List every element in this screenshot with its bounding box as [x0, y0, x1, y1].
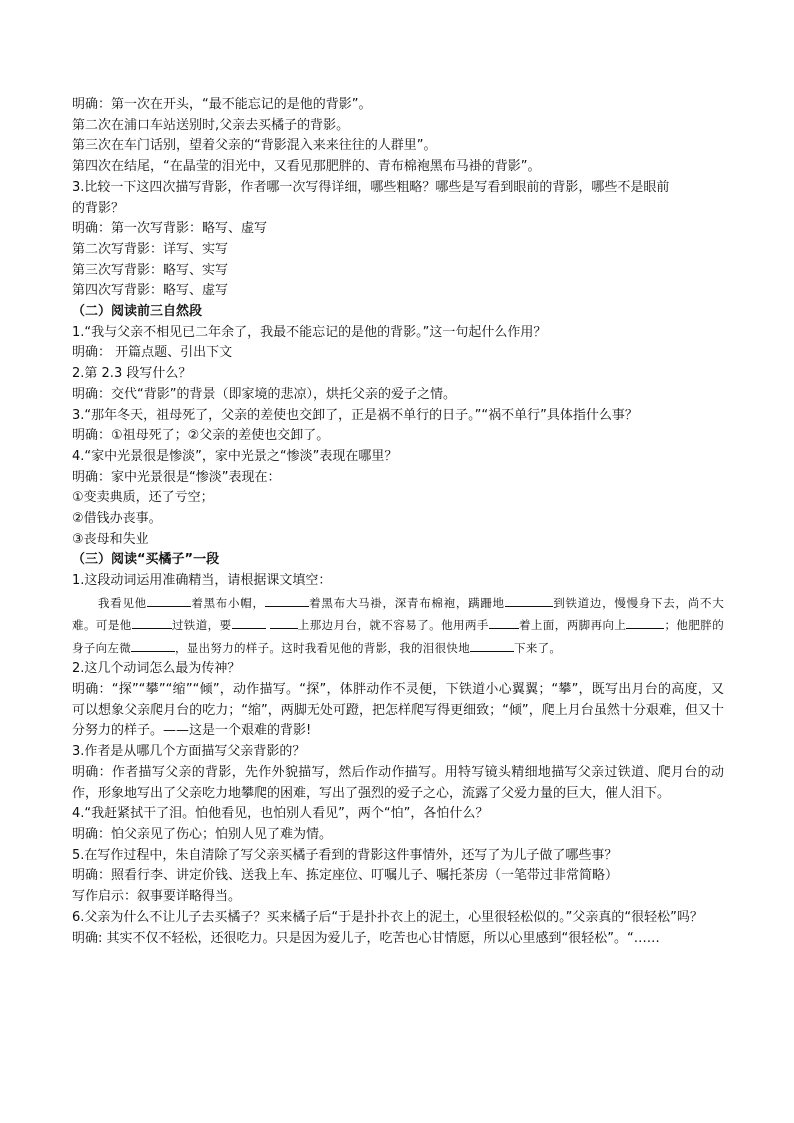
question-line: 的背影？: [72, 200, 125, 216]
fill-in-passage: [72, 592, 724, 660]
blank-field[interactable]: [131, 638, 175, 652]
passage-text: 着黑布小帽，: [190, 595, 265, 610]
blank-field[interactable]: [626, 615, 664, 629]
passage-text: 着上: [518, 618, 543, 633]
passage-text: 身下去，尚不大难。可是他: [72, 595, 724, 633]
passage-text: 着黑布大马褂，深青布棉袍，蹒跚地: [308, 595, 505, 610]
text-line: 明确：家中光景很是“惨淡”表现在：: [72, 469, 281, 485]
text-line: 5.在写作过程中，朱自清除了写父亲买橘子看到的背影这件事情外，还写了为儿子做了哪些事？: [72, 847, 618, 863]
text-line: 4.“我赶紧拭干了泪。怕他看见，也怕别人看见”，两个“怕”，各怕什么？: [72, 806, 489, 822]
text-line: ②借钱办丧事。: [72, 511, 162, 527]
text-line: 明确： 开篇点题、引出下文: [72, 345, 233, 361]
text-line: 明确：①祖母死了；②父亲的差使也交卸了。: [72, 428, 330, 444]
passage-text: ，显出努力的样子。这时我看见他的背影，我的泪很: [175, 640, 447, 655]
passage-text: ；他肥胖的身子向左微: [72, 618, 724, 655]
text-line: 明确：交代“背影”的背景（即家境的悲凉），烘托父亲的爱子之情。: [72, 386, 456, 402]
question-line: 3.作者是从哪几个方面描写父亲背影的？: [72, 744, 306, 760]
blank-field[interactable]: [147, 593, 191, 607]
text-line: 1.“我与父亲不相见已二年余了，我最不能忘记的是他的背影。”这一句起什么作用？: [72, 324, 547, 340]
passage-text: 过铁道，要: [171, 618, 232, 633]
blank-field[interactable]: [470, 638, 514, 652]
text-line: 写作启示：叙事要详略得当。: [72, 889, 242, 905]
text-line: 2.第 2.3 段写什么？: [72, 366, 192, 382]
passage-text: 我看见他: [98, 595, 147, 610]
document-page: [72, 95, 724, 949]
answer-paragraph: 明确：作者描写父亲的背影，先作外貌描写，然后作动作描写。用特写镜头精细地描写父亲过铁道、爬月台的动作，形象地写出了父亲吃力地攀爬的困难，写出了强烈的爱子之心，流露了父爱力量的巨大，催人泪下。: [72, 764, 724, 801]
text-line: 明确：第一次写背影：略写、虚写: [72, 221, 268, 237]
passage-text: 下来了。: [514, 640, 562, 655]
answer-paragraph: 明确：“探”“攀”“缩”“倾”，动作描写。“探”，体胖动作不灵便，下铁道小心翼翼；“攀”，既写出月台的高度，又可以想象父亲爬月台的吃力；“缩”，两脚无处可蹬，把怎样爬写得更细致；“倾”，爬上月台虽然十分艰难，但又十分努力的样子。——这是一个艰难的背影!: [72, 682, 724, 739]
question-line: 2.这几个动词怎么最为传神？: [72, 661, 241, 677]
answer-paragraph: 明确: 其实不仅不轻松，还很吃力。只是因为爱儿子，吃苦也心甘情愿，所以心里感到“很轻松”。“……: [72, 930, 660, 946]
text-line: 第三次在车门话别，望着父亲的“背影混入来来往往的人群里”。: [72, 138, 437, 154]
text-line: 第二次写背影：详写、实写: [72, 241, 229, 257]
text-line: ①变卖典质，还了亏空；: [72, 490, 214, 506]
text-line: 明确：照看行李、讲定价钱、送我上车、拣定座位、叮嘱儿子、嘱托茶房（一笔带过非常简略）: [72, 868, 619, 884]
passage-text: 上那边月台，就不容易了。他用两手: [297, 618, 489, 633]
text-line: 第二次在浦口车站送别时,父亲去买橘子的背影。: [72, 117, 350, 133]
section-heading: （二）阅读前三自然段: [72, 304, 203, 320]
blank-field[interactable]: [232, 615, 266, 629]
text-line: 第三次写背影：略写、实写: [72, 262, 229, 278]
text-line: 明确：第一次在开头，“最不能忘记的是他的背影”。: [72, 97, 372, 112]
section-heading: （三）阅读“买橘子”一段: [72, 552, 220, 568]
passage-text: 到铁道边，慢慢: [552, 595, 639, 610]
blank-field[interactable]: [265, 593, 309, 607]
passage-text: 面，两脚再向上: [542, 618, 627, 633]
blank-field[interactable]: [132, 615, 172, 629]
text-line: 明确：怕父亲见了伤心；怕别人见了难为情。: [72, 827, 333, 842]
passage-text: 快地: [446, 640, 471, 655]
text-line: 第四次写背影：略写、虚写: [72, 283, 229, 299]
text-line: 3.“那年冬天，祖母死了，父亲的差使也交卸了，正是祸不单行的日子。”“祸不单行”具体指什么事？: [72, 407, 638, 423]
text-line: 4.“家中光景很是惨淡”，家中光景之“惨淡”表现在哪里？: [72, 448, 398, 464]
blank-field[interactable]: [489, 615, 519, 629]
question-line: 1.这段动词运用准确精当，请根据课文填空：: [72, 573, 332, 589]
text-line: 第四次在结尾，“在晶莹的泪光中，又看见那肥胖的、青布棉袍黑布马褂的背影”。: [72, 159, 541, 175]
blank-field[interactable]: [505, 593, 553, 607]
question-line: 3.比较一下这四次描写背影，作者哪一次写得详细，哪些粗略？哪些是写看到眼前的背影，哪些不是眼前: [72, 179, 670, 195]
question-paragraph: 6.父亲为什么不让儿子去买橘子？买来橘子后“于是扑扑衣上的泥土，心里很轻松似的。”父亲真的“很轻松”吗？: [72, 909, 703, 925]
blank-field[interactable]: [270, 615, 298, 629]
text-line: ③丧母和失业: [72, 531, 149, 547]
